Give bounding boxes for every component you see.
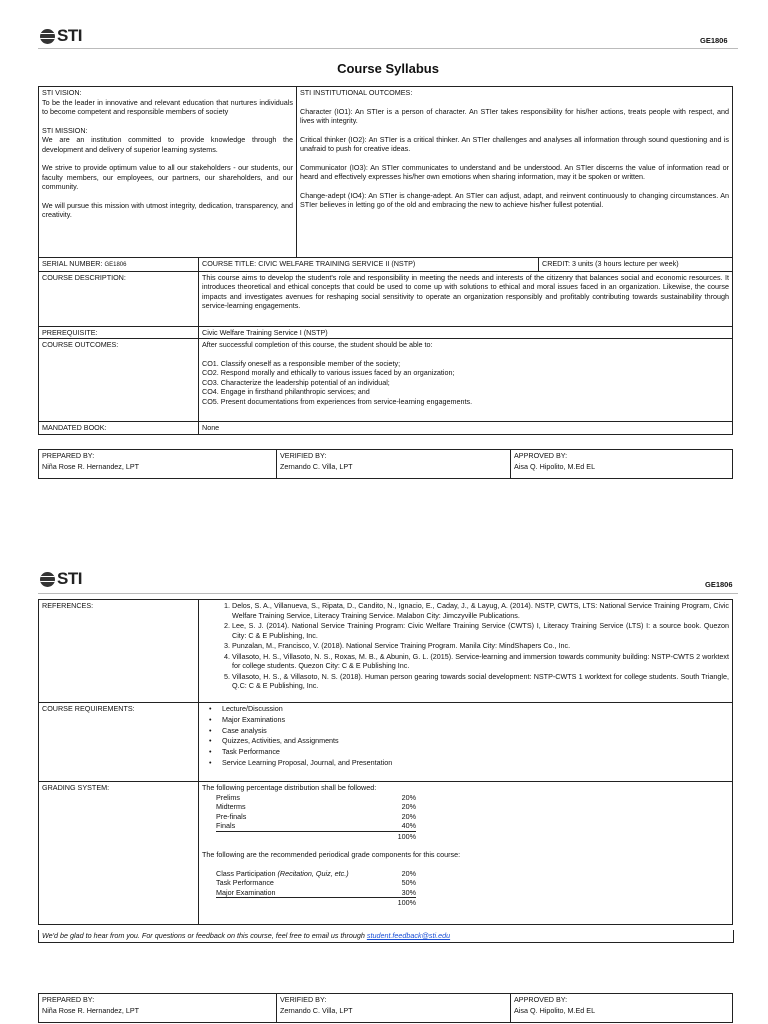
prepared-by-cell xyxy=(39,994,277,1023)
reference-item: 2. Lee, S. J. (2014). National Service Training Program: Civic Welfare Training Service (CWTS) I, Literacy Training Service (LTS) I: a source book. Quezon City: C & E Publishing, Inc. xyxy=(232,621,729,640)
mandated-book-row xyxy=(39,422,733,435)
vision-label: STI VISION: xyxy=(42,88,82,97)
course-outcome-co5: CO5. Present documentations from experiences from service-learning engagements. xyxy=(202,396,473,406)
reference-item: 4. Villasoto, H. S., Villasoto, N. S., Roxas, M. B., & Abunin, G. L. (2015). Service-learning and immersion towards community building: NSTP-CWTS 2 worktext for college students. Quezon City: C & E Publishing Inc. xyxy=(232,652,729,671)
component-total: 100% xyxy=(397,898,416,907)
syllabus-table-page2 xyxy=(38,599,733,925)
description-row xyxy=(39,271,733,326)
verified-by-name: Zernando C. Villa, LPT xyxy=(280,1005,353,1015)
approved-by-label: APPROVED BY: xyxy=(514,451,568,460)
institutional-outcomes-cell xyxy=(297,87,733,258)
verified-by-cell xyxy=(277,450,511,479)
course-outcome-co3: CO3. Characterize the leadership potential of an individual; xyxy=(202,377,390,387)
globe-icon xyxy=(40,572,55,587)
vision-text: To be the leader in innovative and relevant education that nurtures individuals to become competent and responsible members of society xyxy=(42,97,293,116)
approved-by-name: Aisa Q. Hipolito, M.Ed EL xyxy=(514,461,596,471)
reference-item: 3. Punzalan, M., Francisco, V. (2018). National Service Training Program. Manila City: MindShapers Co., Inc. xyxy=(232,641,729,651)
period-distribution xyxy=(202,793,729,842)
approved-by-cell xyxy=(511,994,733,1023)
references-cell xyxy=(199,600,733,703)
serial-row xyxy=(39,258,733,272)
course-outcomes-intro: After successful completion of this course, the student should be able to: xyxy=(202,340,433,350)
sti-logo-page2: STI xyxy=(40,568,82,590)
requirement-item: • Quizzes, Activities, and Assignments xyxy=(222,736,729,746)
header-rule-page2 xyxy=(38,593,738,594)
components-intro: The following are the recommended periodical grade components for this course: xyxy=(202,850,461,859)
period-row: Midterms 20% xyxy=(216,802,416,811)
globe-icon xyxy=(40,29,55,44)
outcome-io4: Change-adept (IO4): An STIer is change-adept. An STIer can adjust, adapt, and reinvent continuously to changing circumstances. An STIer believes in letting go of the old and embracing the new to achieve his/her fullest potential. xyxy=(300,190,729,209)
prepared-by-name: Niña Rose R. Hernandez, LPT xyxy=(42,461,140,471)
course-outcomes-label: COURSE OUTCOMES: xyxy=(39,339,199,422)
outcomes-label: STI INSTITUTIONAL OUTCOMES: xyxy=(300,88,413,97)
header-rule xyxy=(38,48,738,49)
verified-by-label: VERIFIED BY: xyxy=(280,451,327,460)
course-outcomes-cell xyxy=(199,339,733,422)
references-list xyxy=(202,601,729,691)
approved-by-cell xyxy=(511,450,733,479)
vision-mission-cell xyxy=(39,87,297,258)
requirement-item: • Major Examinations xyxy=(222,715,729,725)
prerequisite-value: Civic Welfare Training Service I (NSTP) xyxy=(199,326,733,339)
component-row: Class Participation (Recitation, Quiz, etc.) 20% xyxy=(216,868,416,878)
verified-by-cell xyxy=(277,994,511,1023)
signature-table xyxy=(38,449,733,479)
sti-logo: STI xyxy=(40,25,82,47)
requirement-item: • Case analysis xyxy=(222,726,729,736)
feedback-note: We'd be glad to hear from you. For questions or feedback on this course, feel free to email us through student.feedback@sti.edu xyxy=(38,930,734,943)
vision-mission-row xyxy=(39,87,733,258)
requirement-item: • Task Performance xyxy=(222,747,729,757)
period-row: Pre-finals 20% xyxy=(216,811,416,821)
verified-by-name: Zernando C. Villa, LPT xyxy=(280,461,353,471)
outcome-io2: Critical thinker (IO2): An STIer is a critical thinker. An STIer challenges and analyses all information through sound questioning and is unafraid to push for creative ideas. xyxy=(300,134,729,153)
references-row xyxy=(39,600,733,703)
requirements-row xyxy=(39,703,733,782)
prepared-by-cell xyxy=(39,450,277,479)
page-title: Course Syllabus xyxy=(337,61,439,76)
requirements-list xyxy=(202,704,729,767)
course-outcomes-row xyxy=(39,339,733,422)
period-total: 100% xyxy=(397,831,416,841)
period-row: Prelims 20% xyxy=(216,792,416,802)
syllabus-table xyxy=(38,86,733,435)
course-outcome-co1: CO1. Classify oneself as a responsible member of the society; xyxy=(202,358,401,368)
book-value: None xyxy=(199,422,733,435)
requirements-cell xyxy=(199,703,733,782)
prepared-by-label: PREPARED BY: xyxy=(42,451,95,460)
doc-code-page2: GE1806 xyxy=(705,580,733,589)
signature-table-page2 xyxy=(38,993,733,1023)
course-outcome-co2: CO2. Respond morally and ethically to various issues faced by an organization; xyxy=(202,368,455,378)
serial-cell xyxy=(39,258,199,272)
approved-by-label: APPROVED BY: xyxy=(514,995,568,1004)
references-label: REFERENCES: xyxy=(39,600,199,703)
course-title-cell xyxy=(199,258,539,272)
outcome-io3: Communicator (IO3): An STIer communicates to understand and be understood. An STIer discerns the value of information read or heard and effectively expresses his/her own emotions when sharing information, may it be spoken or written. xyxy=(300,162,729,181)
mission-text-1: We are an institution committed to provide knowledge through the development and delivery of superior learning systems. xyxy=(42,135,293,154)
book-label: MANDATED BOOK: xyxy=(39,422,199,435)
description-text: This course aims to develop the student's role and responsibility in meeting the needs and interests of the citizenry that balances social and economic resources. It introduces theoretical and ethical concepts that could be used to come up with solutions to ethical and moral issues faced in an organization. Likewise, the course impacts and investigates avenues for reshaping social sensitivity to operate an organization responsibly and profitably contributing towards sustainability through service-learning engagements. xyxy=(199,271,733,326)
prerequisite-label: PREREQUISITE: xyxy=(39,326,199,339)
mission-label: STI MISSION: xyxy=(42,125,88,135)
course-outcome-co4: CO4. Engage in firsthand philanthropic services; and xyxy=(202,387,370,397)
reference-item: 1. Delos, S. A., Villanueva, S., Ripata, D., Candito, N., Ignacio, E., Caday, J., & Layug, A. (2014). NSTP, CWTS, LTS: National Service Training Program, Civic Welfare Training Service, Literacy Training Service. Malabon City: Jimczyville Publications. xyxy=(232,601,729,620)
grading-intro: The following percentage distribution shall be followed: xyxy=(202,783,377,792)
feedback-email-link[interactable]: student.feedback@sti.edu xyxy=(366,931,451,940)
outcome-io1: Character (IO1): An STIer is a person of character. An STIer takes responsibility for his/her actions, treats people with respect, and lives with integrity. xyxy=(300,106,729,125)
mission-text-2: We strive to provide optimum value to all our stakeholders - our students, our faculty members, our employees, our partners, our shareholders, and our community. xyxy=(42,163,293,191)
reference-item: 5. Villasoto, H. S., & Villasoto, N. S. (2018). Human person gearing towards social development: NSTP-CWTS 1 worktext for college students. South Triangle, Q.C: C & E Publishing, Inc. xyxy=(232,672,729,691)
requirement-item: • Service Learning Proposal, Journal, and Presentation xyxy=(222,758,729,768)
description-label: COURSE DESCRIPTION: xyxy=(39,271,199,326)
course-title-value: CIVIC WELFARE TRAINING SERVICE II (NSTP) xyxy=(258,259,416,268)
credit-cell: CREDIT: 3 units (3 hours lecture per week) xyxy=(539,258,733,272)
doc-code: GE1806 xyxy=(700,36,728,45)
verified-by-label: VERIFIED BY: xyxy=(280,995,327,1004)
grading-row xyxy=(39,782,733,925)
grading-label: GRADING SYSTEM: xyxy=(39,782,199,925)
mission-text-3: We will pursue this mission with utmost integrity, dedication, transparency, and creativity. xyxy=(42,200,293,219)
approved-by-name: Aisa Q. Hipolito, M.Ed EL xyxy=(514,1005,596,1015)
component-row: Major Examination 30% xyxy=(216,887,416,897)
serial-label: SERIAL NUMBER: xyxy=(42,259,103,268)
serial-value: GE1806 xyxy=(104,262,127,268)
prepared-by-label: PREPARED BY: xyxy=(42,995,95,1004)
requirements-label: COURSE REQUIREMENTS: xyxy=(39,703,199,782)
component-row: Task Performance 50% xyxy=(216,878,416,887)
grading-cell xyxy=(199,782,733,925)
grade-components xyxy=(202,869,729,908)
prepared-by-name: Niña Rose R. Hernandez, LPT xyxy=(42,1005,140,1015)
prerequisite-row xyxy=(39,326,733,339)
period-row: Finals 40% xyxy=(216,821,416,830)
course-title-label: COURSE TITLE: xyxy=(202,259,257,268)
requirement-item: • Lecture/Discussion xyxy=(222,704,729,714)
